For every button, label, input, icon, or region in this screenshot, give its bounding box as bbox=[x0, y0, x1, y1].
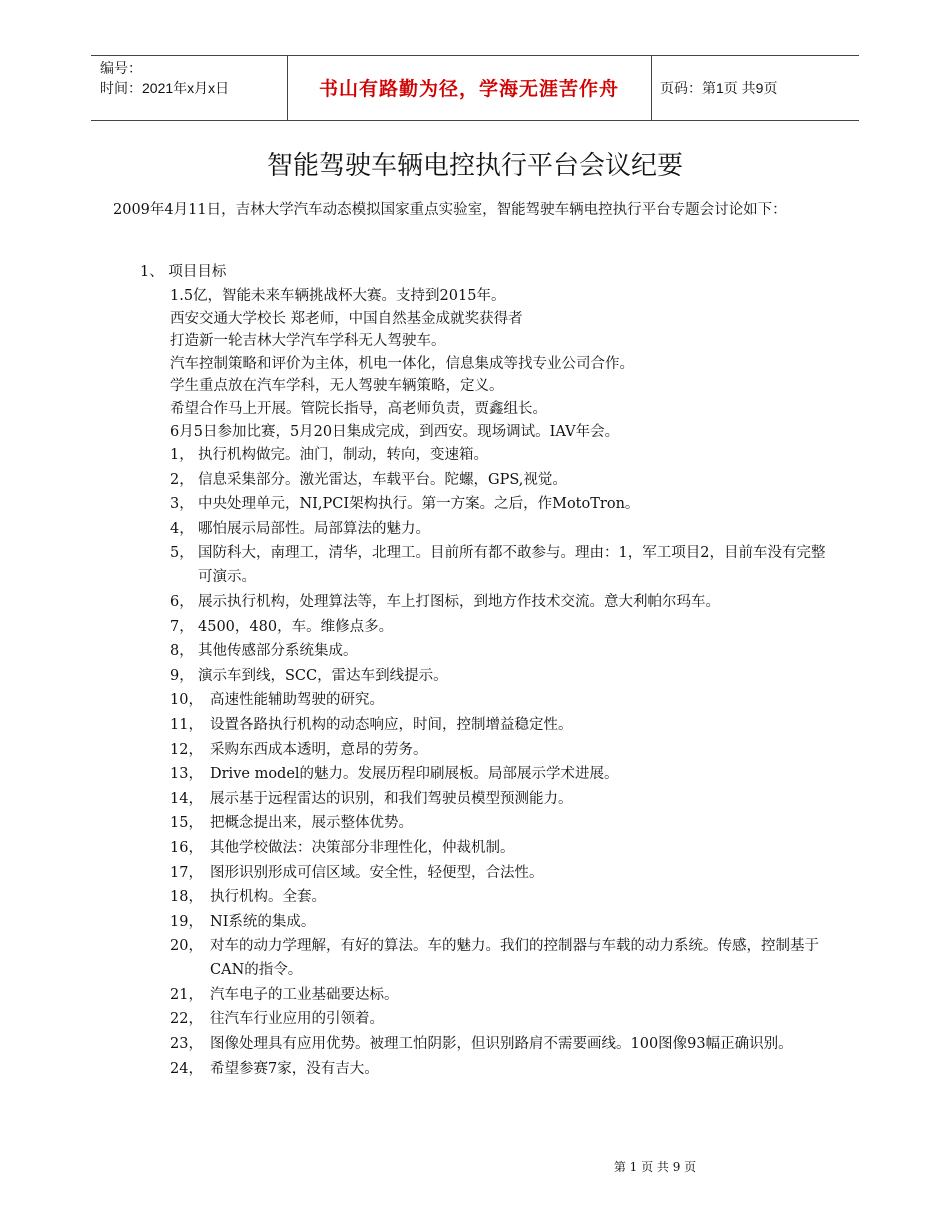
list-item-text: 4500，480，车。维修点多。 bbox=[198, 618, 394, 635]
time-label: 时间：2021年x月x日 bbox=[100, 80, 230, 96]
list-item-number: 18， bbox=[170, 889, 203, 906]
list-item-text: 设置各路执行机构的动态响应，时间，控制增益稳定性。 bbox=[210, 716, 573, 733]
goal-line: 6月5日参加比赛，5月20日集成完成，到西安。现场调试。IAV年会。 bbox=[170, 423, 620, 440]
header-top-rule bbox=[91, 55, 859, 56]
list-item bbox=[170, 1007, 835, 1031]
document-title: 智能驾驶车辆电控执行平台会议纪要 bbox=[266, 151, 683, 181]
list-item-text: 图像处理具有应用优势。被理工怕阴影，但识别路肩不需要画线。100图像93幅正确识别。 bbox=[210, 1036, 793, 1053]
list-item-number: 10， bbox=[170, 692, 203, 709]
goal-line: 汽车控制策略和评价为主体，机电一体化，信息集成等找专业公司合作。 bbox=[170, 355, 634, 372]
goal-line: 学生重点放在汽车学科，无人驾驶车辆策略，定义。 bbox=[170, 378, 504, 395]
list-item-text: 执行机构。全套。 bbox=[210, 889, 326, 906]
list-item-text: 其他学校做法：决策部分非理性化，仲裁机制。 bbox=[210, 839, 515, 856]
list-item bbox=[170, 738, 835, 762]
header-divider-right bbox=[651, 55, 652, 121]
number-label: 编号： bbox=[100, 60, 142, 76]
intro-paragraph: 2009年4月11日，吉林大学汽车动态模拟国家重点实验室，智能驾驶车辆电控执行平台专题会讨论如下： bbox=[113, 202, 787, 218]
numbered-list bbox=[170, 443, 835, 1081]
list-item-number: 12， bbox=[170, 741, 203, 758]
list-item bbox=[170, 713, 835, 737]
list-item-number: 5， bbox=[170, 545, 194, 562]
list-item-text: 信息采集部分。激光雷达，车载平台。陀螺，GPS,视觉。 bbox=[198, 471, 567, 488]
list-item-number: 2， bbox=[170, 471, 194, 488]
list-item-number: 6， bbox=[170, 593, 194, 610]
list-item-number: 16， bbox=[170, 839, 203, 856]
list-item-number: 15， bbox=[170, 815, 203, 832]
list-item-number: 7， bbox=[170, 618, 194, 635]
list-item-text: 中央处理单元，NI,PCI架构执行。第一方案。之后，作MotoTron。 bbox=[198, 496, 640, 513]
header-bottom-rule bbox=[91, 120, 859, 121]
list-item bbox=[170, 1032, 835, 1056]
goal-line: 西安交通大学校长 郑老师，中国自然基金成就奖获得者 bbox=[170, 310, 523, 327]
list-item bbox=[170, 1057, 835, 1081]
list-item-text: 高速性能辅助驾驶的研究。 bbox=[210, 692, 384, 709]
list-item-number: 19， bbox=[170, 913, 203, 930]
list-item bbox=[170, 688, 835, 712]
list-item bbox=[170, 836, 835, 860]
list-item-text: 其他传感部分系统集成。 bbox=[198, 643, 358, 660]
list-item bbox=[170, 787, 835, 811]
list-item-number: 20， bbox=[170, 938, 203, 955]
goal-line: 1.5亿，智能未来车辆挑战杯大赛。支持到2015年。 bbox=[170, 288, 506, 304]
list-item-text: 哪怕展示局部性。局部算法的魅力。 bbox=[198, 520, 430, 537]
list-item-number: 21， bbox=[170, 986, 203, 1003]
list-item-text: 演示车到线，SCC，雷达车到线提示。 bbox=[198, 667, 448, 684]
list-item-number: 3， bbox=[170, 496, 194, 513]
goal-line: 希望合作马上开展。管院长指导，高老师负责，贾鑫组长。 bbox=[170, 400, 547, 417]
list-item-number: 17， bbox=[170, 864, 203, 881]
list-item bbox=[170, 861, 835, 885]
list-item-text: 往汽车行业应用的引领着。 bbox=[210, 1011, 384, 1028]
list-item-number: 1， bbox=[170, 447, 194, 463]
list-item bbox=[170, 468, 835, 492]
list-item-text: 对车的动力学理解，有好的算法。车的魅力。我们的控制器与车载的动力系统。传感，控制基于CAN的指令。 bbox=[210, 938, 819, 979]
header-page-info: 页码：第1页 共9页 bbox=[660, 80, 778, 96]
list-item bbox=[170, 443, 835, 467]
section-heading: 1、 项目目标 bbox=[140, 264, 227, 280]
list-item-text: 希望参赛7家，没有吉大。 bbox=[210, 1060, 379, 1077]
list-item-number: 4， bbox=[170, 520, 194, 537]
list-item-text: 展示基于远程雷达的识别，和我们驾驶员模型预测能力。 bbox=[210, 790, 573, 807]
list-item-text: 展示执行机构，处理算法等，车上打图标，到地方作技术交流。意大利帕尔玛车。 bbox=[198, 593, 720, 610]
goal-line: 打造新一轮吉林大学汽车学科无人驾驶车。 bbox=[170, 333, 446, 350]
list-item bbox=[170, 492, 835, 516]
list-item-number: 8， bbox=[170, 643, 194, 660]
list-item bbox=[170, 983, 835, 1007]
list-item-number: 23， bbox=[170, 1036, 203, 1053]
header-meta bbox=[100, 58, 229, 98]
list-item-text: 把概念提出来，展示整体优势。 bbox=[210, 815, 413, 832]
list-item bbox=[170, 517, 835, 541]
list-item-text: 图形识别形成可信区域。安全性，轻便型，合法性。 bbox=[210, 864, 544, 881]
list-item-text: NI系统的集成。 bbox=[210, 913, 316, 930]
list-item bbox=[170, 910, 835, 934]
list-item-number: 24， bbox=[170, 1060, 203, 1077]
list-item-number: 13， bbox=[170, 766, 203, 783]
list-item bbox=[170, 762, 835, 786]
list-item-text: 国防科大，南理工，清华，北理工。目前所有都不敢参与。理由：1，军工项目2，目前车没有完整可演示。 bbox=[198, 545, 826, 586]
list-item bbox=[170, 664, 835, 688]
list-item-number: 9， bbox=[170, 667, 194, 684]
list-item bbox=[170, 541, 835, 589]
list-item-number: 11， bbox=[170, 716, 203, 733]
list-item bbox=[170, 590, 835, 614]
list-item bbox=[170, 615, 835, 639]
list-item bbox=[170, 639, 835, 663]
list-item bbox=[170, 934, 835, 982]
list-item-number: 22， bbox=[170, 1011, 203, 1028]
page-footer: 第 1 页 共 9 页 bbox=[613, 1160, 697, 1174]
list-item-text: 采购东西成本透明，意昂的劳务。 bbox=[210, 741, 428, 758]
list-item-number: 14， bbox=[170, 790, 203, 807]
list-item bbox=[170, 885, 835, 909]
list-item-text: Drive model的魅力。发展历程印刷展板。局部展示学术进展。 bbox=[210, 766, 619, 783]
header-motto: 书山有路勤为径，学海无涯苦作舟 bbox=[318, 78, 619, 100]
goal-lines bbox=[170, 285, 830, 443]
list-item-text: 汽车电子的工业基础要达标。 bbox=[210, 986, 399, 1003]
list-item bbox=[170, 811, 835, 835]
list-item-text: 执行机构做完。油门，制动，转向，变速箱。 bbox=[198, 447, 488, 463]
